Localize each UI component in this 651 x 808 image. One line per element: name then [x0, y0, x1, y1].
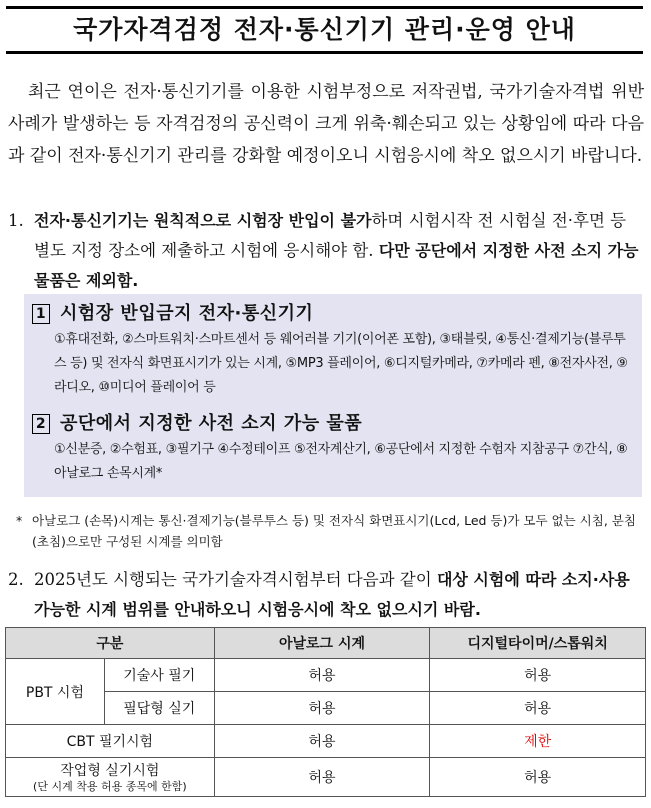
cbt-label: CBT 필기시험 [6, 725, 215, 758]
header-digital: 디지털타이머/스톱워치 [430, 628, 646, 659]
table-row [6, 725, 646, 758]
section-1 [8, 206, 644, 296]
practical-sub-label: (단 시계 착용 허용 종목에 한함) [33, 780, 187, 793]
watch-policy-table [5, 627, 646, 797]
practical-label: 작업형 실기시험 [60, 763, 160, 779]
practical-analog-value: 허용 [214, 758, 430, 797]
footnote [16, 510, 644, 552]
box-items-1: ①휴대전화, ②스마트워치·스마트센서 등 웨어러블 기기(이어폰 포함), ③태블릿, ④통신·결제기능(블루투스 등) 및 전자식 화면표시기가 있는 시계, ⑤MP3 플레이어, ⑥디지털카메라, ⑦카메라 펜, ⑧전자사전, ⑨라디오, ⑩미디어 플레이어 등 [54, 332, 628, 395]
section-2-bold-1: 대상 시험에 따라 소지·사용 가능한 시계 범위를 안내하오니 시험응시에 착오 없으시기 바람. [34, 570, 630, 619]
box-items-2: ①신분증, ②수험표, ③필기구 ④수정테이프 ⑤전자계산기, ⑥공단에서 지정한 수험자 지참공구 ⑦간식, ⑧아날로그 손목시계* [54, 442, 628, 481]
table-row [6, 758, 646, 797]
header-category: 구분 [6, 628, 215, 659]
row-digital-value: 허용 [430, 659, 646, 692]
box-heading-1-text: 시험장 반입금지 전자·통신기기 [60, 303, 314, 324]
section-1-text-1: 하며 시험시작 전 시험실 전·후면 등 별도 지정 장소에 제출하고 시험에 응시해야 함. [34, 211, 627, 260]
row-analog-value: 허용 [214, 692, 430, 725]
section-1-number: 1. [8, 211, 24, 230]
section-2-number: 2. [8, 570, 24, 589]
footnote-text: 아날로그 (손목)시계는 통신·결제기능(블루투스 등) 및 전자식 화면표시기(Lcd, Led 등)가 모두 없는 시침, 분침(초침)으로만 구성된 시계를 의미함 [32, 513, 636, 549]
practical-label-cell [6, 758, 215, 797]
box-heading-2 [32, 410, 634, 438]
table-row [6, 659, 646, 692]
row-analog-value: 허용 [214, 659, 430, 692]
box-heading-2-text: 공단에서 지정한 사전 소지 가능 물품 [60, 413, 363, 434]
header-analog: 아날로그 시계 [214, 628, 430, 659]
section-2-text-1: 2025년도 시행되는 국가기술자격시험부터 다음과 같이 [34, 570, 432, 589]
section-2 [8, 565, 644, 625]
section-1-bold-2: 다만 공단에서 지정한 사전 소지 가능 물품은 제외함. [34, 241, 639, 290]
table-header-row [6, 628, 646, 659]
footnote-star: * [16, 513, 23, 528]
cbt-analog-value: 허용 [214, 725, 430, 758]
box-heading-1 [32, 300, 634, 328]
pbt-label: PBT 시험 [6, 659, 105, 725]
section-1-bold-1: 전자·통신기기는 원칙적으로 시험장 반입이 불가 [34, 211, 372, 230]
row-digital-value: 허용 [430, 692, 646, 725]
box-heading-2-number: 2 [32, 414, 50, 434]
cbt-digital-value: 제한 [430, 725, 646, 758]
box-heading-1-number: 1 [32, 304, 50, 324]
row-sub-label: 기술사 필기 [104, 659, 214, 692]
practical-digital-value: 허용 [430, 758, 646, 797]
info-box [24, 294, 642, 497]
intro-paragraph: 최근 연이은 전자·통신기기를 이용한 시험부정으로 저작권법, 국가기술자격법 위반 사례가 발생하는 등 자격검정의 공신력이 크게 위축·훼손되고 있는 상황임에 따라 다음과 같이 전자·통신기기 관리를 강화할 예정이오니 시험응시에 착오 없으시기 바랍니다. [8, 82, 644, 166]
row-sub-label: 필답형 실기 [104, 692, 214, 725]
page-title: 국가자격검정 전자·통신기기 관리·운영 안내 [6, 6, 643, 54]
